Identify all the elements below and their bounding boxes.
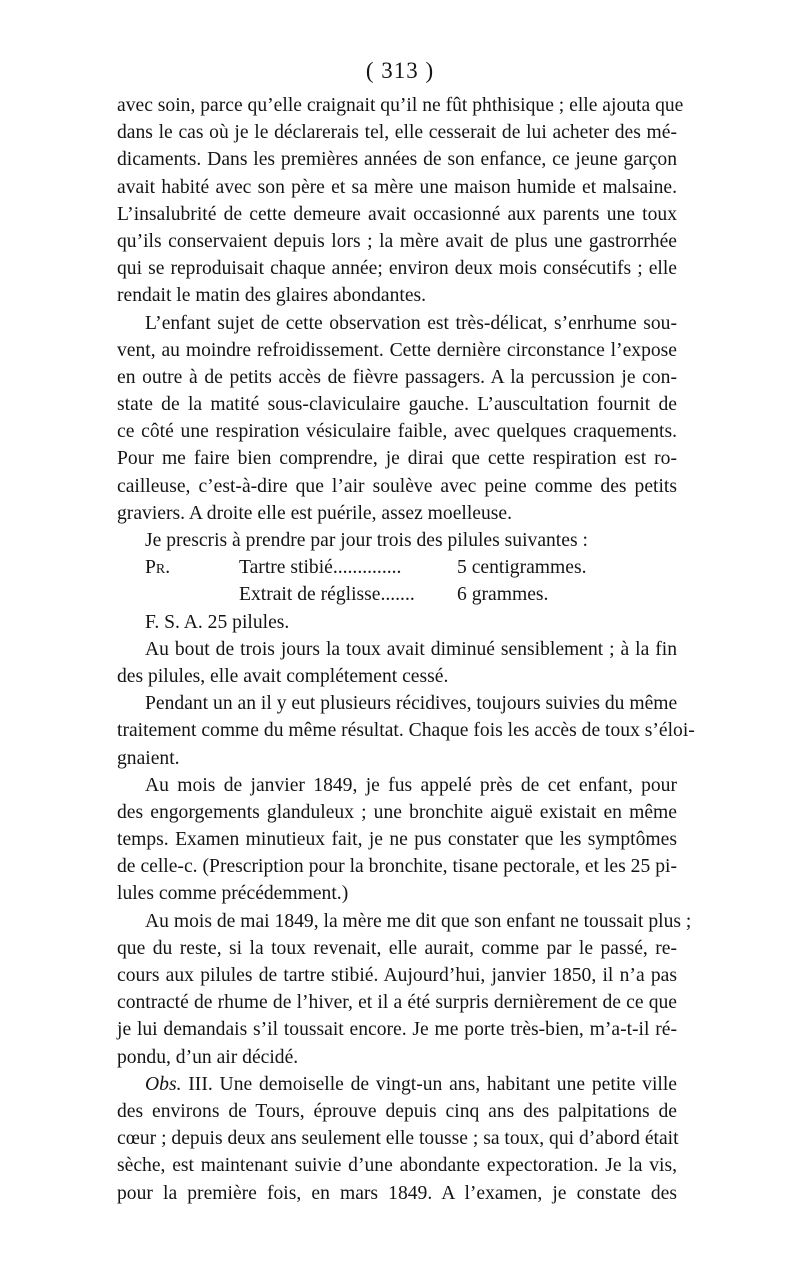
prescription-fsa: F. S. A. 25 pilules. (145, 611, 290, 633)
paragraph-6 (117, 772, 677, 908)
text-line: je lui demandais s’il toussait encore. Je me porte très-bien, m’a-t-il ré- (117, 1019, 677, 1041)
text-line: de celle-c. (Prescription pour la bronchite, tisane pectorale, et les 25 pi- (117, 856, 677, 878)
text-line: Au mois de janvier 1849, je fus appelé près de cet enfant, pour (145, 774, 677, 796)
paragraph-5 (117, 690, 695, 772)
text-line: qui se reproduisait chaque année; environ deux mois consécutifs ; elle (117, 258, 677, 280)
text-line: lules comme précédemment.) (117, 883, 349, 905)
text-line: dans le cas où je le déclarerais tel, elle cesserait de lui acheter des mé- (117, 122, 677, 144)
prescription-row (117, 581, 677, 608)
text-line: pondu, d’un air décidé. (117, 1046, 299, 1068)
prescription-row (117, 554, 677, 581)
text-line: state de la matité sous-claviculaire gauche. L’auscultation fournit de (117, 394, 677, 416)
text-line: temps. Examen minutieux fait, je ne pus constater que les symptômes (117, 829, 677, 851)
text-line: cœur ; depuis deux ans seulement elle tousse ; sa toux, qui d’abord était (117, 1128, 679, 1150)
paragraph-3 (117, 527, 677, 554)
text-line: des environs de Tours, éprouve depuis cinq ans des palpitations de (117, 1100, 677, 1122)
text-line: Je prescris à prendre par jour trois des pilules suivantes : (145, 530, 588, 551)
paragraph-1 (117, 92, 684, 310)
text-line: qu’ils conservaient depuis lors ; la mère avait de plus une gastrorrhée (117, 230, 677, 252)
text-line: traitement comme du même résultat. Chaque fois les accès de toux s’éloi- (117, 720, 695, 742)
text-line: graviers. A droite elle est puérile, assez moelleuse. (117, 502, 513, 524)
paragraph-7 (117, 908, 692, 1071)
page-number: ( 313 ) (365, 58, 435, 83)
text-line: Pendant un an il y eut plusieurs récidives, toujours suivies du même (145, 693, 678, 715)
text-line: des engorgements glanduleux ; une bronchite aiguë existait en même (117, 801, 677, 823)
text-line: en outre à de petits accès de fièvre passagers. A la percussion je con- (117, 366, 677, 388)
text-line: cours aux pilules de tartre stibié. Aujourd’hui, janvier 1850, il n’a pas (117, 965, 677, 986)
prescription-item: Tartre stibié.............. (239, 557, 402, 579)
text-line: avec soin, parce qu’elle craignait qu’il ne fût phthisique ; elle ajouta que (117, 95, 684, 116)
prescription-item: Extrait de réglisse....... (239, 584, 415, 606)
body-text (117, 92, 695, 1207)
prescription (117, 554, 677, 636)
text-line: ce côté une respiration vésiculaire faible, avec quelques craquements. (117, 421, 677, 443)
prescription-quantity: 6 grammes. (457, 584, 549, 606)
text-line: Pour me faire bien comprendre, je dirai que cette respiration est ro- (117, 448, 677, 470)
text-line: que du reste, si la toux revenait, elle aurait, comme par le passé, re- (117, 937, 677, 959)
text-line: cailleuse, c’est-à-dire que l’air soulève avec peine comme des petits (117, 475, 677, 497)
text-line: rendait le matin des glaires abondantes. (117, 285, 427, 307)
text-line (117, 1071, 677, 1098)
obs-label: Obs. (145, 1073, 182, 1095)
text-line: dicaments. Dans les premières années de son enfance, ce jeune garçon (117, 149, 677, 171)
prescription-quantity: 5 centigrammes. (457, 557, 587, 579)
text-line: pour la première fois, en mars 1849. A l’examen, je constate des (117, 1182, 677, 1204)
observation-3 (117, 1071, 677, 1207)
text-line: des pilules, elle avait complétement cessé. (117, 665, 449, 687)
text-line: gnaient. (117, 747, 180, 769)
text-line: contracté de rhume de l’hiver, et il a été surpris dernièrement de ce que (117, 992, 677, 1014)
text-line: Au mois de mai 1849, la mère me dit que son enfant ne toussait plus ; (145, 910, 692, 932)
text-line: L’insalubrité de cette demeure avait occasionné aux parents une toux (117, 203, 677, 225)
prescription-lead: Pr. (145, 557, 171, 579)
obs-first-line: III. Une demoiselle de vingt-un ans, habitant une petite ville (188, 1073, 677, 1095)
text-line: Au bout de trois jours la toux avait diminué sensiblement ; à la fin (145, 638, 677, 660)
text-line: avait habité avec son père et sa mère une maison humide et malsaine. (117, 176, 677, 198)
text-line: sèche, est maintenant suivie d’une abondante expectoration. Je la vis, (117, 1155, 677, 1177)
paragraph-4 (117, 636, 677, 690)
text-line: L’enfant sujet de cette observation est très-délicat, s’enrhume sou- (145, 312, 677, 334)
text-line: vent, au moindre refroidissement. Cette dernière circonstance l’expose (117, 339, 677, 361)
paragraph-2 (117, 310, 677, 528)
